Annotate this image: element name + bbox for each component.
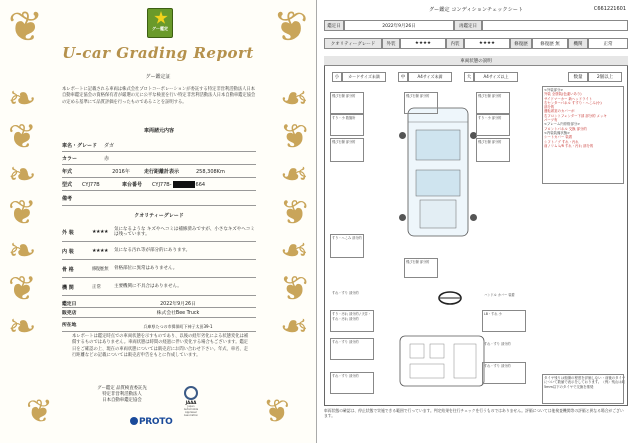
legend-mid: 中 (398, 72, 408, 82)
legend-count-value: 2個以上 (588, 72, 622, 82)
state-head: 車両状態の説明 (324, 56, 628, 66)
revenue-value (482, 20, 628, 31)
quality-row-exterior: 外 装 ★★★★ 気になるような キズやヘコミは補修済みですが、小さなキズやヘコミは残っています。 (62, 223, 256, 242)
tire-front-left-icon (399, 132, 406, 139)
vehicle-model-row: 型式 CYJ77B 車台番号 CYJ77B- 664 (62, 179, 256, 191)
damage-label-g2: LB・すれ 小 (484, 312, 502, 316)
damage-label-h1: すれ・すり 部分的 (332, 374, 359, 378)
vehicle-name-row: 車名・グレード ダガ (62, 140, 256, 152)
jaaa-emblem-icon (184, 386, 198, 400)
corner-ornament-tl: ❦ (8, 2, 44, 51)
vehicle-year-row: 年式 2016年 走行距離計表示 258,308Km (62, 166, 256, 178)
legend-small-text: カードサイズ未満 (342, 72, 386, 82)
damage-label-e2: すれ・すり 部分的 (484, 342, 511, 346)
issuer-block: グー鑑定 品質検査委託先 特定非営利活動法人 日本自動車鑑定協会 (97, 386, 147, 404)
date-row: 鑑定日 2022年9月26日 (62, 299, 256, 308)
car-top-view-diagram (388, 100, 488, 245)
remarks-row: 備考 (62, 192, 256, 206)
quality-label: クオリティーグレード (324, 38, 382, 49)
date-value: 2022年9月26日 (344, 20, 454, 31)
int-label: 内装 (446, 38, 464, 49)
sheet-id: C661221601 (593, 6, 626, 12)
damage-label-c1: 飛び石傷 部分的 (332, 140, 356, 144)
quality-row-interior: 内 装 ★★★★ 気になる汚れ等が部分的にあります。 (62, 243, 256, 260)
vehicle-section-title: 車両諸元内容 (143, 128, 174, 134)
goo-kantei-badge (147, 8, 173, 38)
legend-large: 大 (464, 72, 474, 82)
shop-row: 販売店 株式会社Bee Truck (62, 308, 256, 318)
legend-large-text: A4サイズ以上 (474, 72, 518, 82)
corner-ornament-tr: ❦ (272, 2, 308, 51)
tire-note-box (542, 374, 624, 404)
corner-ornament-bl: ❦ (26, 392, 53, 430)
int-stars: ★★★★ (464, 38, 510, 49)
badge-text: グー鑑定 (152, 26, 168, 31)
side-notes: <外装部分> 外装 全塗装(色違いあり) サイドマーカー 新ヘッドライト 右センターパネル すすり・へこみ(小) 部分的 運転席窓のカバーが 右フロントフェンダー下部 部分的 メッキ パーツ有 <フレーム内骨格部分> フロントパネル 交換 部分的 <内装装備状態> シートカバー 装着 シフトノブ すれ・汚れ 前 / リム L/R すれ・汚れ 部分的 (544, 88, 607, 148)
damage-label-c2: 飛び石傷 部分的 (478, 140, 502, 144)
damage-label-b2: すり・小 部分的 (478, 116, 502, 120)
tire-rear-left-icon (399, 214, 406, 221)
jaaa-logo: JAAA Japan Automobile Appraiser Association (180, 386, 202, 417)
damage-label-a3: 飛び石傷 部分的 (478, 94, 502, 98)
disclaimer-text: 本レポートは鑑定時点での車両状態を示すものであり、以後の経年劣化による状態変化は補償するものではありません。車両状態は時間の経過に伴い変化する場合もございます。鑑定日をご確認の上、現在の車両状態については販売店にお問い合わせ下さい。年式、車名、走行距離などの記載については販売店申告をもとに作成しています。 (72, 334, 249, 358)
condition-check-sheet (318, 0, 634, 443)
repair-value: 修復歴 無 (532, 38, 568, 49)
star-icon (154, 11, 168, 25)
quality-row-frame: 骨 格 修復歴 無 骨格部位に異常はありません。 (62, 261, 256, 278)
intro-text: 本レポートに記載される車両は株式会社プロトコーポレーションが委託する特定非営利活動法人日本自動車鑑定協会の資格保有者が厳選の元に公平な検査を行い特定非営利活動法人日本自動車鑑定協会の定める基準にて品質評価を行ったものであることを証明する。 (62, 87, 256, 105)
damage-label-g1: すれ・すり 部分的 (332, 340, 359, 344)
tire-rear-right-icon (470, 214, 477, 221)
damage-label-e1: すれ・すり 部分的 (332, 291, 359, 295)
proto-logo: PROTO (130, 417, 172, 427)
details-table (62, 299, 256, 332)
damage-label-f1: すり・汚れ 部分的 / 天井・すれ・汚れ 部分的 (332, 312, 372, 321)
quality-section-title: クオリティーグレード (134, 213, 184, 219)
redacted-block (173, 181, 195, 188)
ext-label: 外装 (382, 38, 400, 49)
side-notes-box (542, 86, 624, 184)
legend-mid-text: A4サイズ未満 (408, 72, 452, 82)
engine-value: 正常 (588, 38, 628, 49)
corner-ornament-br: ❦ (263, 392, 290, 430)
damage-label-a2: 飛び石傷 部分的 (406, 94, 430, 98)
damage-label-h2: すれ・すり 部分的 (484, 364, 511, 368)
interior-diagram (396, 332, 488, 390)
engine-label: 機関 (568, 38, 588, 49)
proto-mark-icon (130, 417, 138, 425)
tire-note: タイヤ残りは損傷の程度を評価しない・前後のタイヤについて数値で表示をしております。（例）残山は約5mm以下のタイヤで交換を推奨 (544, 376, 626, 389)
legend-count-label: 数量 (568, 72, 588, 82)
vine-ornament-right: ❧ ❦ ❧ ❦ ❧ ❦ ❧ (279, 79, 308, 347)
repair-label: 修復歴 (510, 38, 532, 49)
damage-label-d1: すり・へこみ 部分的 (332, 236, 362, 240)
steering-cover-label: ハンドル カバー 装着 (484, 293, 515, 297)
revenue-label: 再鑑定日 (454, 20, 482, 31)
ext-stars: ★★★★ (400, 38, 446, 49)
vine-ornament-left: ❧ ❦ ❧ ❦ ❧ ❦ ❧ (8, 79, 37, 347)
vehicle-color-row: カラー 赤 (62, 153, 256, 165)
damage-label-a1: 飛び石傷 部分的 (332, 94, 356, 98)
damage-label-b1: すり・小 数箇所 (332, 116, 356, 120)
sheet-title: グー鑑定 コンディションチェックシート (428, 7, 524, 13)
quality-row-engine: 機 関 正 常 主要機関に不具合はありません。 (62, 279, 256, 296)
steering-wheel-icon (438, 290, 462, 306)
report-title: U-car Grading Report (62, 44, 254, 62)
footer-disclaimer: 車両状態の確認は、停止状態で実施できる範囲で行っています。判定結果を往行チェックを行うものではありません。評価については他検査機関等の評価と異なる場合がございます。 (324, 408, 624, 418)
damage-label-d2: 飛び石傷 部分的 (406, 260, 430, 264)
location-row: 所在地 兵庫県たつの市揖保町下神子太田39-1 (62, 318, 256, 332)
report-subtitle: グー鑑定証 (145, 74, 171, 80)
legend-small: 小 (332, 72, 342, 82)
date-label: 鑑定日 (324, 20, 344, 31)
